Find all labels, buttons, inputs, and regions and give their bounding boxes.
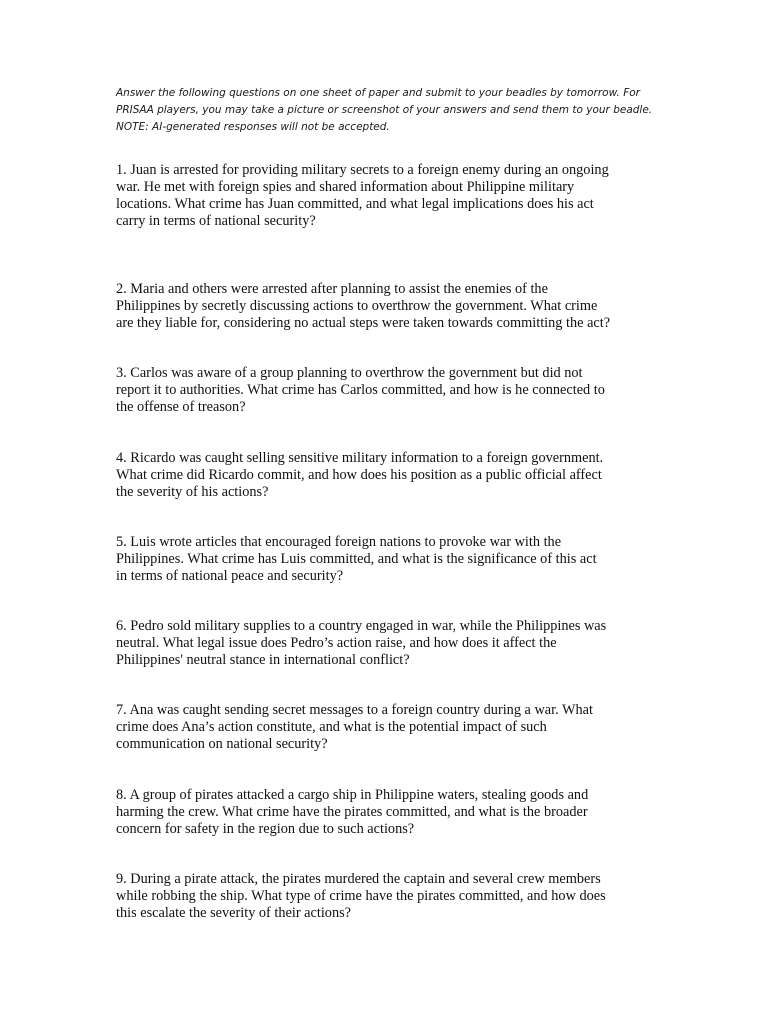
question-line: report it to authorities. What crime has Carlos committed, and how is he connected to [116,382,605,398]
question-7 [116,702,676,753]
question-line: the offense of treason? [116,399,246,415]
question-line: Philippines. What crime has Luis committed, and what is the significance of this act [116,551,597,567]
instructions-line: NOTE: AI-generated responses will not be accepted. [116,121,390,133]
question-5 [116,534,676,585]
question-3 [116,365,676,416]
question-4 [116,450,676,501]
question-line: concern for safety in the region due to such actions? [116,821,415,837]
question-line: communication on national security? [116,736,328,752]
question-1 [116,162,676,230]
instructions [116,85,676,136]
question-8 [116,787,676,838]
question-line: 7. Ana was caught sending secret messages to a foreign country during a war. What [116,702,593,718]
question-line: the severity of his actions? [116,484,269,500]
question-line: neutral. What legal issue does Pedro’s action raise, and how does it affect the [116,635,557,651]
question-line: 8. A group of pirates attacked a cargo ship in Philippine waters, stealing goods and [116,787,589,803]
question-line: 1. Juan is arrested for providing military secrets to a foreign enemy during an ongoing [116,162,609,178]
question-line: 2. Maria and others were arrested after planning to assist the enemies of the [116,281,548,297]
question-line: What crime did Ricardo commit, and how does his position as a public official affect [116,467,602,483]
question-line: crime does Ana’s action constitute, and what is the potential impact of such [116,719,547,735]
question-line: Philippines' neutral stance in international conflict? [116,652,410,668]
question-line: 3. Carlos was aware of a group planning to overthrow the government but did not [116,365,583,381]
question-line: carry in terms of national security? [116,213,316,229]
question-line: while robbing the ship. What type of crime have the pirates committed, and how does [116,888,606,904]
question-line: this escalate the severity of their actions? [116,905,352,921]
question-2 [116,281,676,332]
question-line: are they liable for, considering no actual steps were taken towards committing the act? [116,315,611,331]
question-line: 9. During a pirate attack, the pirates murdered the captain and several crew members [116,871,601,887]
question-line: 6. Pedro sold military supplies to a country engaged in war, while the Philippines was [116,618,607,634]
question-line: Philippines by secretly discussing actions to overthrow the government. What crime [116,298,598,314]
question-9 [116,871,676,922]
question-line: harming the crew. What crime have the pirates committed, and what is the broader [116,804,588,820]
question-line: war. He met with foreign spies and shared information about Philippine military [116,179,575,195]
question-line: in terms of national peace and security? [116,568,344,584]
question-6 [116,618,676,669]
question-line: 4. Ricardo was caught selling sensitive military information to a foreign government. [116,450,604,466]
instructions-line: Answer the following questions on one sheet of paper and submit to your beadles by tomorrow. For [116,87,640,99]
question-line: locations. What crime has Juan committed, and what legal implications does his act [116,196,594,212]
instructions-line: PRISAA players, you may take a picture or screenshot of your answers and send them to your beadle. [116,104,653,116]
question-line: 5. Luis wrote articles that encouraged foreign nations to provoke war with the [116,534,562,550]
